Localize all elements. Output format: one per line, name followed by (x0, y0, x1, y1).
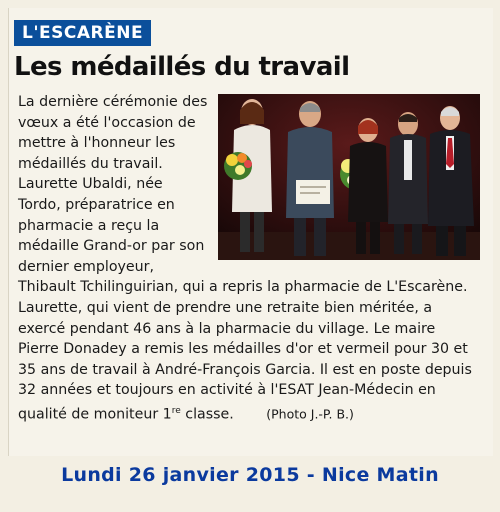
article-body (18, 92, 480, 425)
article-headline: Les médaillés du travail (14, 52, 350, 82)
ceremony-photo (218, 94, 480, 260)
ceremony-photo-illustration (218, 94, 480, 260)
publication-date-footer: Lundi 26 janvier 2015 - Nice Matin (61, 464, 439, 486)
section-tag: L'ESCARÈNE (14, 20, 151, 46)
article-text-end: classe. (180, 406, 234, 423)
ordinal-suffix: re (171, 405, 181, 416)
photo-credit: (Photo J.-P. B.) (266, 406, 354, 422)
article-text: La dernière cérémonie des vœux a été l'occasion de mettre à l'honneur les médaillés du travail. Laurette Ubaldi, née Tordo, préparatrice en pharmacie a reçu la médaille Grand-or par son dernier employeur, Thibault Tchilinguirian, qui a repris la pharmacie de L'Escarène. Laurette, qui vient de prendre une retraite bien méritée, a exercé pendant 46 ans à la pharmacie du village. Le maire Pierre Donadey a remis les médailles d'or et vermeil pour 30 et 35 ans de travail à André-François Garcia. Il est en poste depuis 32 années et toujours en activité à l'ESAT Jean-Médecin en qualité de moniteur 1 (18, 94, 472, 423)
